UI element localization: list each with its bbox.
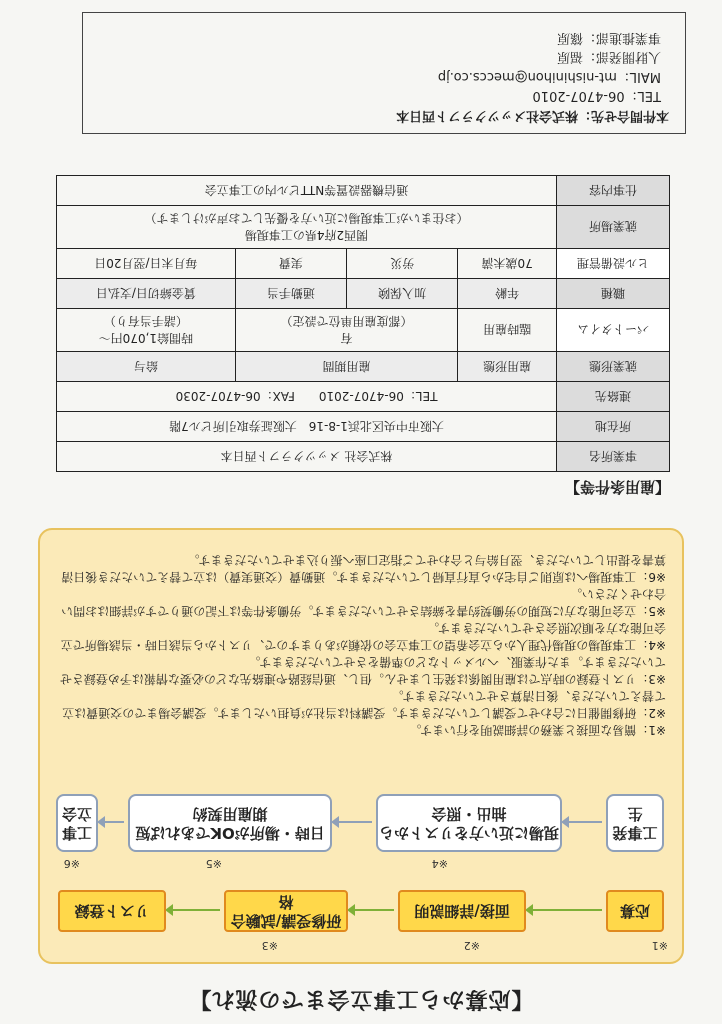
flow-arrow <box>354 909 394 911</box>
step-mark: ※4 <box>431 857 448 870</box>
table-cell: 時間給1,070円～ （諸手当有り） <box>57 309 236 352</box>
contact-box <box>82 12 686 134</box>
contact-mail: MAIL：mt-nishinihon@meccs.co.jp <box>437 69 661 84</box>
table-row <box>57 412 670 442</box>
table-row <box>57 309 670 352</box>
table-cell: 有 （都度雇用単位で設定） <box>235 309 458 352</box>
flow-arrow <box>568 821 602 823</box>
note-4: ※4：工事現場の現場代理人から立会希望の工事立会の依頼がありますので、リストから当該日時・当該場所で立会可能な方を順次照会させていただきます。 <box>60 620 666 652</box>
table-header: 仕事内容 <box>557 176 670 206</box>
table-cell: 大阪市中央区北浜1-8-16 大阪証券取引所ビル7階 <box>57 412 557 442</box>
table-cell: 臨時雇用 <box>458 309 557 352</box>
flow-panel <box>38 528 684 964</box>
table-cell: 株式会社 メッツクラフト西日本 <box>57 442 557 472</box>
note-2: ※2：研修開催日に合わせて受講していただきます。受講料は当社が負担いたします。受講会場までの交通費は立て替えていただき、後日清算させていただきます。 <box>62 688 666 720</box>
step-contract: 日時・場所がOKであれば短期雇用契約 <box>128 794 332 852</box>
table-header: 事業所名 <box>557 442 670 472</box>
table-row <box>57 382 670 412</box>
flow-arrow <box>104 821 124 823</box>
table-cell: TEL：06-4707-2010 FAX：06-4707-2030 <box>57 382 557 412</box>
table-row <box>57 249 670 279</box>
step-mark: ※6 <box>63 857 80 870</box>
table-subheader: 給与 <box>57 352 236 382</box>
step-construction: 工事発生 <box>606 794 664 852</box>
step-mark: ※3 <box>261 939 278 952</box>
table-cell: 毎月末日/翌月20日 <box>57 249 236 279</box>
step-mark: ※1 <box>651 939 668 952</box>
table-header: 所在地 <box>557 412 670 442</box>
table-header: 連絡先 <box>557 382 670 412</box>
note-1: ※1：簡易な面接と業務の詳細説明を行います。 <box>409 723 666 737</box>
table-subheader: 通勤手当 <box>235 279 346 309</box>
table-row <box>57 206 670 249</box>
step-attend: 工事立会 <box>56 794 98 852</box>
flow-arrow <box>172 909 220 911</box>
contact-head: 本件問合せ先：株式会社メッツクラフト西日本 <box>396 108 669 123</box>
flow-arrow <box>338 821 372 823</box>
note-5: ※5：立会可能な方に短期の労働契約書を締結させていただきます。労働条件等は下記の通りですが詳細はお問い合わせください。 <box>61 586 666 618</box>
table-cell: パートタイム <box>557 309 670 352</box>
table-subheader: 賃金締切日/支払日 <box>57 279 236 309</box>
table-header: 職種 <box>557 279 670 309</box>
step-register: リスト登録 <box>58 890 166 932</box>
table-row <box>57 279 670 309</box>
table-cell: 通信機器設置等NTTビル内の工事立会 <box>57 176 557 206</box>
contact-dept-hr: 人財開発部：福原 <box>556 49 661 65</box>
step-mark: ※2 <box>463 939 480 952</box>
step-select: 現場に近い方をリストから抽出・照会 <box>376 794 562 852</box>
step-apply: 応募 <box>606 890 664 932</box>
step-mark: ※5 <box>205 857 222 870</box>
table-subheader: 雇用期間 <box>235 352 458 382</box>
table-subheader: 雇用形態 <box>458 352 557 382</box>
contact-dept-biz: 事業推進部：篠原 <box>556 30 661 45</box>
table-cell: ヒル設備管理 <box>557 249 670 279</box>
conditions-title: 【雇用条件等】 <box>564 478 670 496</box>
table-cell: 労災 <box>347 249 458 279</box>
flow-notes <box>52 551 666 738</box>
table-header: 就業形態 <box>557 352 670 382</box>
flow-arrow <box>532 909 602 911</box>
conditions-table <box>56 175 670 472</box>
step-interview: 面接/詳細説明 <box>398 890 526 932</box>
flow-title: 【応募から工事立会までの流れ】 <box>188 986 534 1011</box>
table-row <box>57 442 670 472</box>
step-training: 研修受講/試験合格 <box>224 890 348 932</box>
table-header: 就業場所 <box>557 206 670 249</box>
table-subheader: 年齢 <box>458 279 557 309</box>
table-cell: 関西2府4県の工事現場 （お住まいが工事現場に近い方を優先してお声がけします） <box>57 206 557 249</box>
note-3: ※3：リスト登録の時点では雇用関係は発生しません。但し、通信経路や連絡先などの必要な情報は予め登録させていただきます。また作業服、ヘルメットなどの準備をさせていただきます。 <box>59 654 666 686</box>
table-subheader: 加入保険 <box>347 279 458 309</box>
table-row <box>57 176 670 206</box>
table-cell: 70歳未満 <box>458 249 557 279</box>
note-6: ※6：工事現場へは原則ご自宅から直行直帰していただきます。通勤費（交通実費）は立て替えていただき後日清算書を提出していただき、翌月給与と合わせてご指定口座へ振り込ませていただきます。 <box>61 552 666 584</box>
table-cell: 実費 <box>235 249 346 279</box>
table-row <box>57 352 670 382</box>
contact-tel: TEL：06-4707-2010 <box>532 88 661 104</box>
